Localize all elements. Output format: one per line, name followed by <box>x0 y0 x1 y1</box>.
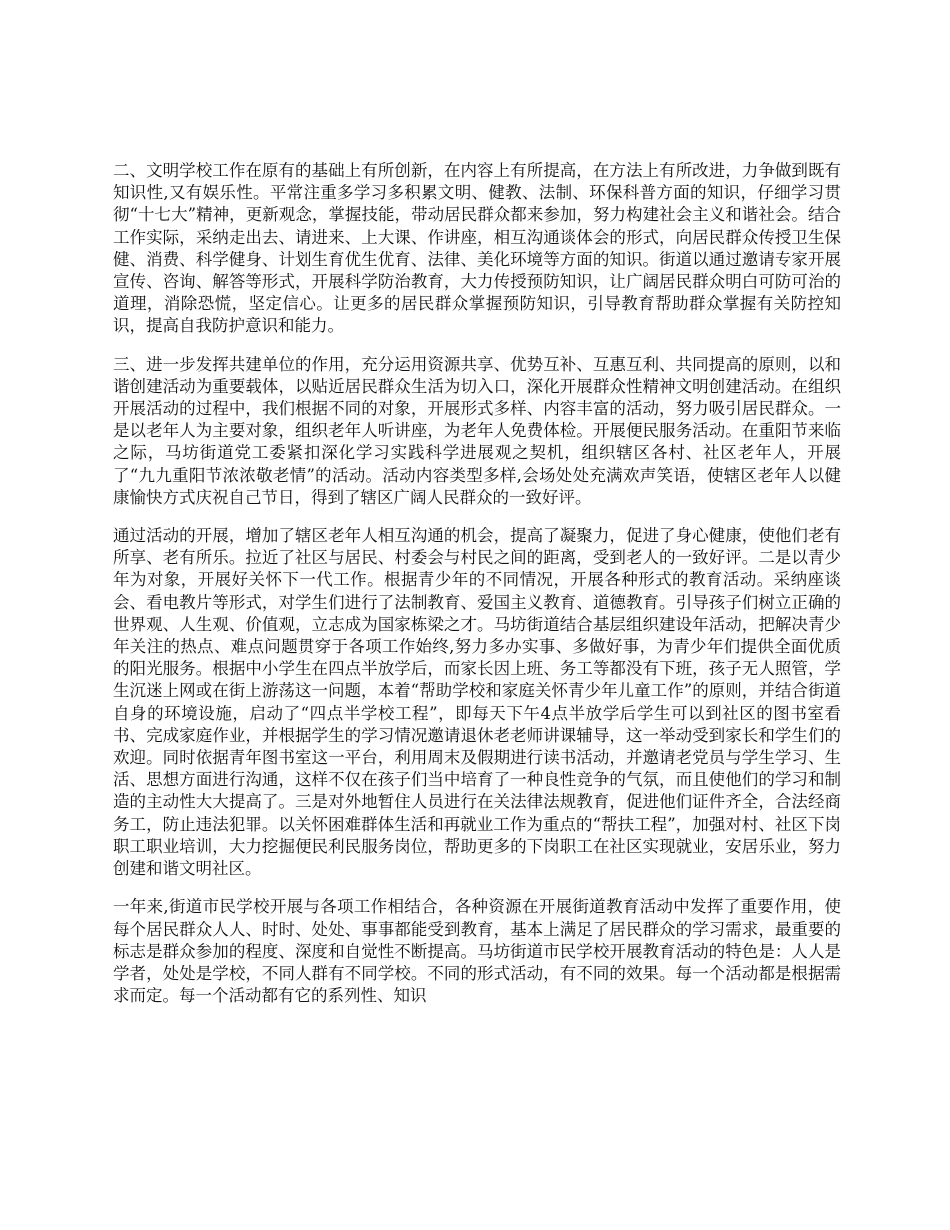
paragraph-activity-results: 通过活动的开展，增加了辖区老年人相互沟通的机会，提高了凝聚力，促进了身心健康，使他们老有所享、老有所乐。拉近了社区与居民、村委会与村民之间的距离，受到老人的一致好评。二是以青少年为对象，开展好关怀下一代工作。根据青少年的不同情况，开展各种形式的教育活动。采纳座谈会、看电教片等形式，对学生们进行了法制教育、爱国主义教育、道德教育。引导孩子们树立正确的世界观、人生观、价值观，立志成为国家栋梁之才。马坊街道结合基层组织建设年活动，把解决青少年关注的热点、难点问题贯穿于各项工作始终,努力多办实事、多做好事，为青少年们提供全面优质的阳光服务。根据中小学生在四点半放学后，而家长因上班、务工等都没有下班，孩子无人照管，学生沉迷上网或在街上游荡这一问题，本着“帮助学校和家庭关怀青少年儿童工作”的原则，并结合街道自身的环境设施，启动了“四点半学校工程”，即每天下午4点半放学后学生可以到社区的图书室看书、完成家庭作业，并根据学生的学习情况邀请退休老老师讲课辅导，这一举动受到家长和学生们的欢迎。同时依据青年图书室这一平台，利用周末及假期进行读书活动，并邀请老党员与学生学习、生活、思想方面进行沟通，这样不仅在孩子们当中培育了一种良性竞争的气氛，而且使他们的学习和制造的主动性大大提高了。三是对外地暂住人员进行在关法律法规教育，促进他们证件齐全，合法经商务工，防止违法犯罪。以关怀困难群体生活和再就业工作为重点的“帮扶工程”，加强对村、社区下岗职工职业培训，大力挖掘便民利民服务岗位，帮助更多的下岗职工在社区实现就业，安居乐业，努力创建和谐文明社区。 <box>113 526 841 879</box>
paragraph-civilized-school: 二、文明学校工作在原有的基础上有所创新，在内容上有所提高，在方法上有所改进，力争做到既有知识性,又有娱乐性。平常注重多学习多积累文明、健教、法制、环保科普方面的知识，仔细学习贯彻“十七大”精神，更新观念，掌握技能，带动居民群众都来参加，努力构建社会主义和谐社会。结合工作实际，采纳走出去、请进来、上大课、作讲座，相互沟通谈体会的形式，向居民群众传授卫生保健、消费、科学健身、计划生育优生优育、法律、美化环境等方面的知识。街道以通过邀请专家开展宣传、咨询、解答等形式，开展科学防治教育，大力传授预防知识，让广阔居民群众明白可防可治的道理，消除恐慌，坚定信心。让更多的居民群众掌握预防知识，引导教育帮助群众掌握有关防控知识，提高自我防护意识和能力。 <box>113 161 841 336</box>
paragraph-annual-summary: 一年来,街道市民学校开展与各项工作相结合，各种资源在开展街道教育活动中发挥了重要作用，使每个居民群众人人、时时、处处、事事都能受到教育，基本上满足了居民群众的学习需求，最重要的标志是群众参加的程度、深度和自觉性不断提高。马坊街道市民学校开展教育活动的特色是：人人是学者，处处是学校，不同人群有不同学校。不同的形式活动，有不同的效果。每一个活动都是根据需求而定。每一个活动都有它的系列性、知识 <box>113 897 841 1006</box>
document-page <box>113 160 841 1023</box>
paragraph-co-building-units: 三、进一步发挥共建单位的作用，充分运用资源共享、优势互补、互惠互利、共同提高的原则，以和谐创建活动为重要载体，以贴近居民群众生活为切入口，深化开展群众性精神文明创建活动。在组织开展活动的过程中，我们根据不同的对象，开展形式多样、内容丰富的活动，努力吸引居民群众。一是以老年人为主要对象，组织老年人听讲座，为老年人免费体检。开展便民服务活动。在重阳节来临之际，马坊街道党工委紧扣深化学习实践科学进展观之契机，组织辖区各村、社区老年人，开展了“九九重阳节浓浓敬老情”的活动。活动内容类型多样,会场处处充满欢声笑语，使辖区老年人以健康愉快方式庆祝自己节日，得到了辖区广阔人民群众的一致好评。 <box>113 354 841 507</box>
